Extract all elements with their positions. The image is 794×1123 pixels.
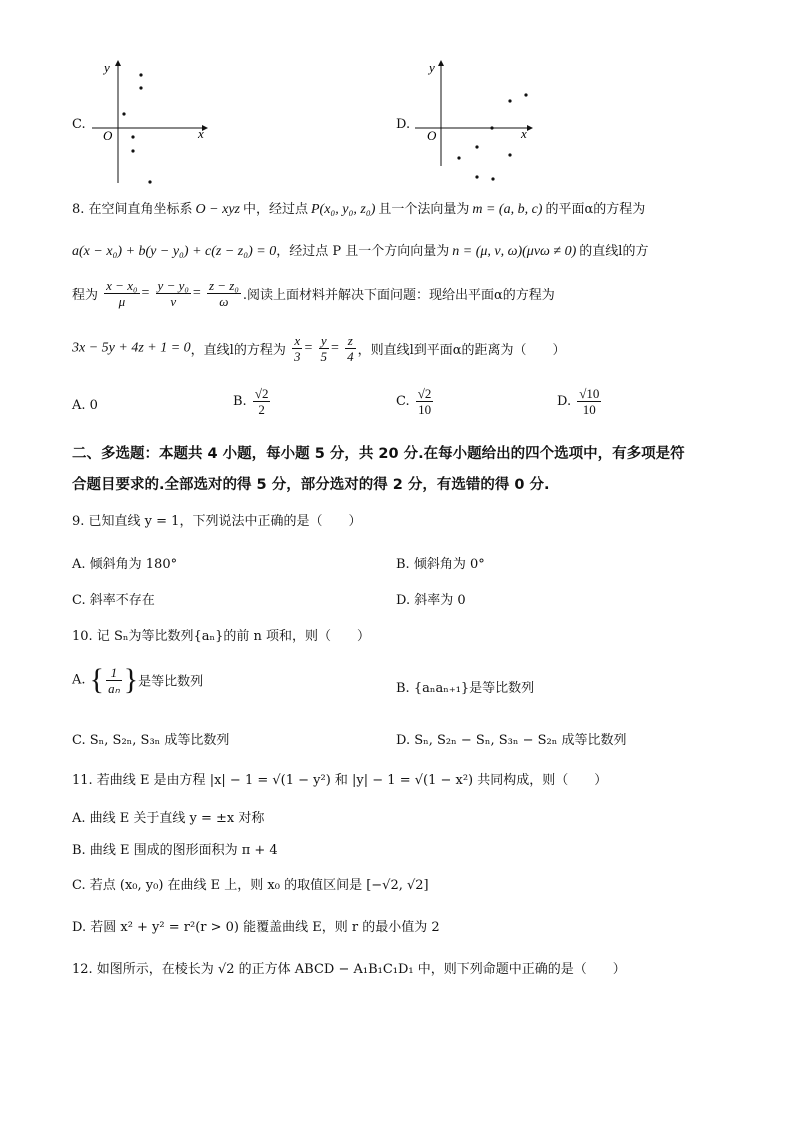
q12-stem: 12. 如图所示，在棱长为 √2 的正方体 ABCD − A₁B₁C₁D₁ 中，则下列命题中正确的是（ ） bbox=[72, 962, 626, 977]
q11-stem: 11. 若曲线 E 是由方程 |x| − 1 = √(1 − y²) 和 |y| − 1 = √(1 − x²) 共同构成，则（ ） bbox=[72, 773, 608, 788]
q8-stem-text: 8. 在空间直角坐标系 bbox=[72, 202, 193, 217]
option-label: C. bbox=[396, 394, 410, 409]
section-heading-line-1: 二、多选题：本题共 4 小题，每小题 5 分，共 20 分.在每小题给出的四个选项中，有多项是符 bbox=[72, 446, 685, 462]
denominator: 10 bbox=[418, 402, 432, 417]
q9-option-b: B. 倾斜角为 0° bbox=[396, 557, 485, 572]
q8-stem-text: ，直线l的方程为 bbox=[190, 343, 286, 358]
point bbox=[148, 180, 151, 183]
y-arrow bbox=[115, 60, 121, 66]
point bbox=[457, 156, 460, 159]
q8-stem-text: ，则直线l到平面α的距离为（ ） bbox=[357, 343, 566, 358]
point bbox=[131, 135, 134, 138]
q11-option-a: A. 曲线 E 关于直线 y = ±x 对称 bbox=[72, 811, 265, 826]
q8-option-a: A. 0 bbox=[72, 398, 98, 413]
fraction bbox=[207, 278, 241, 309]
q10-option-a: A. { $\frac{1}{\text{aₙ}}$ }是等比数列 bbox=[72, 663, 204, 696]
fraction bbox=[106, 665, 122, 696]
denominator: 2 bbox=[258, 402, 265, 417]
plane-equation: a(x − x₀) + b(y − y₀) + c(z − z₀) = 0 bbox=[72, 244, 277, 259]
q10-stem: 10. 记 Sₙ为等比数列{aₙ}的前 n 项和，则（ ） bbox=[72, 629, 371, 644]
point-p: P(x₀, y₀, z₀) bbox=[311, 202, 376, 217]
fraction bbox=[156, 278, 191, 309]
numerator: y − y₀ bbox=[157, 278, 189, 293]
y-axis-label: y bbox=[429, 60, 435, 75]
scatter-graph-d bbox=[413, 58, 538, 188]
fraction bbox=[253, 386, 271, 417]
q9-option-c: C. 斜率不存在 bbox=[72, 593, 155, 608]
coord-system: O − xyz bbox=[195, 202, 240, 217]
fraction bbox=[319, 333, 330, 364]
point bbox=[131, 149, 134, 152]
numerator: 1 bbox=[106, 665, 122, 681]
q11-option-d: D. 若圆 x² + y² = r²(r > 0) 能覆盖曲线 E，则 r 的最小值为 2 bbox=[72, 920, 440, 935]
q11-option-c: C. 若点 (x₀, y₀) 在曲线 E 上，则 x₀ 的取值区间是 [−√2, √2] bbox=[72, 878, 429, 893]
scatter-points bbox=[457, 93, 527, 180]
numerator: √2 bbox=[417, 386, 432, 401]
q8-stem-text: .阅读上面材料并解决下面问题：现给出平面α的方程为 bbox=[242, 288, 555, 303]
fraction bbox=[104, 278, 139, 309]
x-axis-label: x bbox=[198, 126, 204, 141]
normal-vector: m = (a, b, c) bbox=[472, 202, 543, 217]
point bbox=[139, 86, 142, 89]
q8-stem-text: ，经过点 P 且一个方向向量为 bbox=[276, 244, 450, 259]
denominator: aₙ bbox=[108, 680, 120, 696]
denominator: ν bbox=[170, 294, 177, 309]
denominator: 4 bbox=[347, 349, 354, 364]
plane-alpha-equation: 3x − 5y + 4z + 1 = 0 bbox=[72, 340, 191, 356]
q8-line-2 bbox=[72, 240, 648, 260]
fraction bbox=[577, 386, 601, 417]
q8-option-d bbox=[557, 386, 603, 417]
q10-option-c: C. Sₙ, S₂ₙ, S₃ₙ 成等比数列 bbox=[72, 733, 230, 748]
point bbox=[475, 175, 478, 178]
point bbox=[122, 112, 125, 115]
q8-stem-text: 的直线l的方 bbox=[579, 244, 649, 259]
denominator: ω bbox=[219, 294, 229, 309]
q10-option-d: D. Sₙ, S₂ₙ − Sₙ, S₃ₙ − S₂ₙ 成等比数列 bbox=[396, 733, 627, 748]
option-text: 是等比数列 bbox=[138, 674, 204, 690]
section-heading-line-2: 合题目要求的.全部选对的得 5 分，部分选对的得 2 分，有选错的得 0 分. bbox=[72, 477, 550, 493]
q9-option-a: A. 倾斜角为 180° bbox=[72, 557, 178, 572]
point bbox=[491, 177, 494, 180]
point bbox=[508, 99, 511, 102]
numerator: z bbox=[345, 333, 356, 349]
q8-stem-text: 中，经过点 bbox=[242, 202, 308, 217]
scatter-graph-c bbox=[90, 58, 210, 188]
fraction bbox=[292, 333, 303, 364]
origin-label: O bbox=[103, 128, 113, 143]
numerator: √10 bbox=[579, 386, 600, 401]
x-axis-label: x bbox=[521, 126, 527, 141]
numerator: z − z₀ bbox=[208, 278, 239, 293]
q8-line-4: 3x − 5y + 4z + 1 = 0，直线l的方程为 $\frac{x}{3}$ = $\frac{y}{5}$ = $\frac{z}{4}$ ，则直线l到平面α的距离为（ ） bbox=[72, 333, 566, 364]
numerator: √2 bbox=[254, 386, 269, 401]
q11-option-b: B. 曲线 E 围成的图形面积为 π + 4 bbox=[72, 843, 278, 858]
q8-line-1 bbox=[72, 198, 645, 218]
q8-option-b bbox=[233, 386, 272, 417]
option-d-label: D. bbox=[396, 117, 411, 132]
numerator: x − x₀ bbox=[106, 278, 138, 293]
fraction bbox=[416, 386, 434, 417]
point bbox=[508, 153, 511, 156]
q8-line-3: 程为 $\frac{\text{x − x₀}}{\mu}$ = $\frac{\text{y − y₀}}{\nu}$ = $\frac{\text{z − z₀}}{\omega}$ .阅读上面材料并解决下面问题：现给出平面α的方程为 bbox=[72, 278, 555, 309]
fraction bbox=[345, 333, 356, 364]
q8-stem-text: 且一个法向量为 bbox=[378, 202, 470, 217]
numerator: y bbox=[319, 333, 330, 349]
point bbox=[524, 93, 527, 96]
x-arrow bbox=[527, 125, 533, 131]
y-axis-label: y bbox=[104, 60, 110, 75]
denominator: 10 bbox=[582, 402, 596, 417]
q10-option-b: B. {aₙaₙ₊₁}是等比数列 bbox=[396, 681, 535, 696]
q8-option-c bbox=[396, 386, 435, 417]
denominator: 5 bbox=[320, 349, 328, 364]
option-label: D. bbox=[557, 394, 572, 409]
y-arrow bbox=[438, 60, 444, 66]
q8-stem-text: 程为 bbox=[72, 288, 99, 303]
option-label: B. bbox=[233, 394, 247, 409]
point bbox=[139, 73, 142, 76]
direction-vector: n = (μ, ν, ω)(μνω ≠ 0) bbox=[452, 244, 577, 259]
point bbox=[475, 145, 478, 148]
option-label: A. bbox=[72, 672, 86, 688]
denominator: 3 bbox=[293, 349, 301, 364]
option-c-label: C. bbox=[72, 117, 86, 132]
numerator: x bbox=[292, 333, 303, 349]
q8-stem-text: 的平面α的方程为 bbox=[545, 202, 646, 217]
q9-option-d: D. 斜率为 0 bbox=[396, 593, 466, 608]
point bbox=[490, 126, 493, 129]
q9-stem: 9. 已知直线 y = 1，下列说法中正确的是（ ） bbox=[72, 514, 362, 529]
denominator: μ bbox=[118, 294, 126, 309]
origin-label: O bbox=[427, 128, 437, 143]
